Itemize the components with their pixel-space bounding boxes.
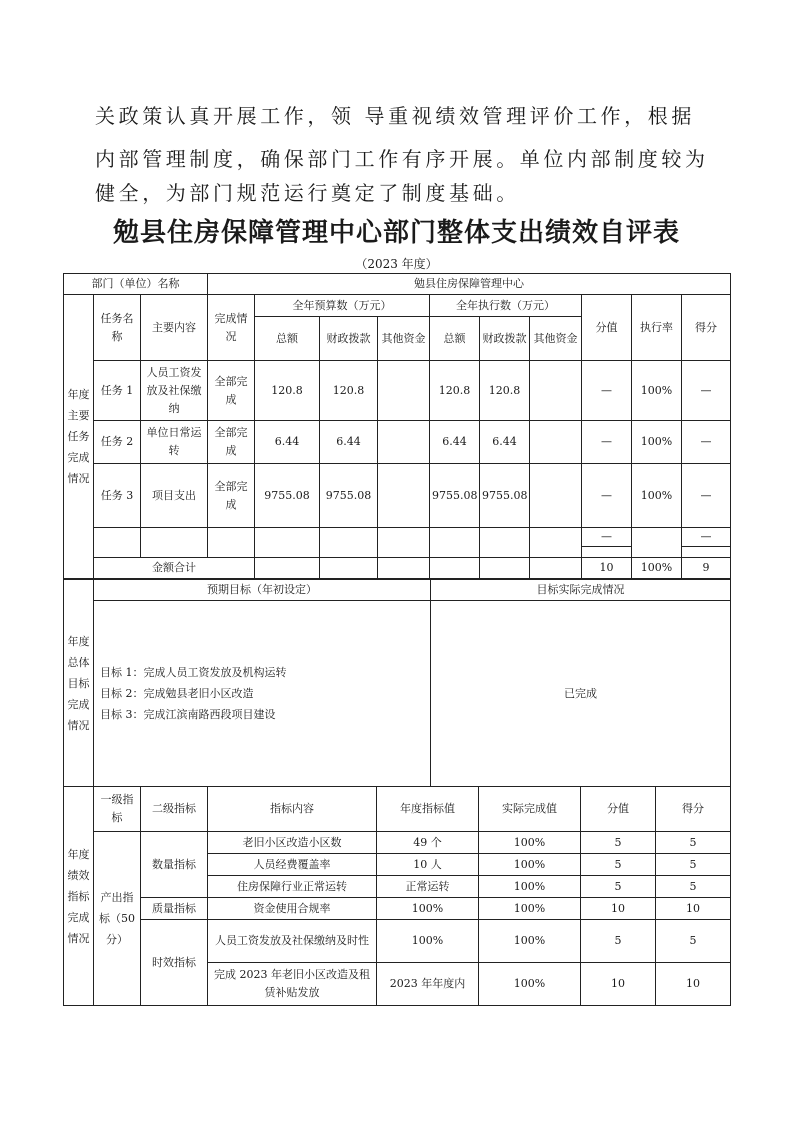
indicator-score: 5 <box>656 876 731 898</box>
task-status: 全部完成 <box>208 361 255 421</box>
level2-timeliness: 时效指标 <box>141 920 208 1006</box>
header-status: 完成情况 <box>208 295 255 361</box>
indicator-score: 10 <box>656 963 731 1006</box>
header-rate: 执行率 <box>632 295 682 361</box>
indicator-score-value: 5 <box>581 832 656 854</box>
total-score-value: 10 <box>582 558 632 579</box>
task-score-value: — <box>582 361 632 421</box>
actual-completion-header: 目标实际完成情况 <box>431 580 731 601</box>
budget-total <box>255 528 320 558</box>
exec-other <box>530 421 582 464</box>
budget-other <box>378 421 430 464</box>
task-score: — <box>682 464 731 528</box>
task-score-blank <box>682 547 731 558</box>
header-score-value: 分值 <box>582 295 632 361</box>
indicator-score-value: 5 <box>581 876 656 898</box>
exec-fiscal <box>480 528 530 558</box>
header-budget: 全年预算数（万元） <box>255 295 430 317</box>
indicator-score-value: 5 <box>581 854 656 876</box>
total-blank <box>320 558 378 579</box>
target-item: 目标 2：完成勉县老旧小区改造 <box>100 687 254 700</box>
indicator-score: 5 <box>656 920 731 963</box>
budget-other <box>378 464 430 528</box>
exec-total <box>430 528 480 558</box>
task-rate: 100% <box>632 421 682 464</box>
header-budget-other: 其他资金 <box>378 317 430 361</box>
intro-line-2: 内部管理制度，确保部门工作有序开展。单位内部制度较为 <box>95 147 709 171</box>
header-exec-total: 总额 <box>430 317 480 361</box>
budget-fiscal: 6.44 <box>320 421 378 464</box>
indicator-actual: 100% <box>479 876 581 898</box>
task-status <box>208 528 255 558</box>
exec-other <box>530 464 582 528</box>
indicator-target: 2023 年年度内 <box>377 963 479 1006</box>
indicator-target: 100% <box>377 920 479 963</box>
indicator-content: 住房保障行业正常运转 <box>208 876 377 898</box>
exec-total: 6.44 <box>430 421 480 464</box>
section-indicators-label: 年度绩效指标完成情况 <box>64 787 94 1006</box>
indicator-score-value: 5 <box>581 920 656 963</box>
indicators-table <box>63 786 731 1006</box>
indicator-score: 5 <box>656 832 731 854</box>
level2-quality: 质量指标 <box>141 898 208 920</box>
intro-line-3: 健全，为部门规范运行奠定了制度基础。 <box>95 181 520 205</box>
indicator-content: 资金使用合规率 <box>208 898 377 920</box>
header-score: 得分 <box>656 787 731 832</box>
indicator-score: 10 <box>656 898 731 920</box>
header-content: 主要内容 <box>141 295 208 361</box>
total-rate: 100% <box>632 558 682 579</box>
indicator-target: 100% <box>377 898 479 920</box>
exec-fiscal: 120.8 <box>480 361 530 421</box>
task-name: 任务 1 <box>94 361 141 421</box>
indicator-actual: 100% <box>479 920 581 963</box>
indicator-content: 老旧小区改造小区数 <box>208 832 377 854</box>
indicator-score-value: 10 <box>581 963 656 1006</box>
header-task-name: 任务名称 <box>94 295 141 361</box>
targets-table <box>63 579 731 787</box>
level2-quantity: 数量指标 <box>141 832 208 898</box>
indicator-score: 5 <box>656 854 731 876</box>
total-blank <box>378 558 430 579</box>
task-score-value: — <box>582 464 632 528</box>
task-score: — <box>682 361 731 421</box>
total-blank <box>255 558 320 579</box>
exec-other <box>530 361 582 421</box>
header-actual-value: 实际完成值 <box>479 787 581 832</box>
indicator-actual: 100% <box>479 963 581 1006</box>
indicator-score-value: 10 <box>581 898 656 920</box>
header-budget-total: 总额 <box>255 317 320 361</box>
form-year: （2023 年度） <box>355 257 438 271</box>
expected-targets-header: 预期目标（年初设定） <box>94 580 431 601</box>
total-blank <box>430 558 480 579</box>
form-title: 勉县住房保障管理中心部门整体支出绩效自评表 <box>112 218 680 248</box>
budget-other <box>378 361 430 421</box>
indicator-target: 49 个 <box>377 832 479 854</box>
task-content: 单位日常运转 <box>141 421 208 464</box>
dept-label: 部门（单位）名称 <box>64 274 208 295</box>
tasks-table <box>63 273 731 579</box>
header-score-value: 分值 <box>581 787 656 832</box>
budget-fiscal: 120.8 <box>320 361 378 421</box>
indicator-target: 正常运转 <box>377 876 479 898</box>
task-score: — <box>682 528 731 547</box>
header-score: 得分 <box>682 295 731 361</box>
task-name: 任务 3 <box>94 464 141 528</box>
budget-fiscal <box>320 528 378 558</box>
dept-value: 勉县住房保障管理中心 <box>208 274 731 295</box>
budget-total: 120.8 <box>255 361 320 421</box>
task-content: 项目支出 <box>141 464 208 528</box>
indicator-actual: 100% <box>479 854 581 876</box>
exec-total: 9755.08 <box>430 464 480 528</box>
total-label: 金额合计 <box>94 558 255 579</box>
target-item: 目标 1：完成人员工资发放及机构运转 <box>100 666 287 679</box>
task-score-value-blank <box>582 547 632 558</box>
expected-targets <box>94 601 431 787</box>
header-level1: 一级指标 <box>94 787 141 832</box>
task-score-value: — <box>582 528 632 547</box>
budget-total: 6.44 <box>255 421 320 464</box>
section-targets-label: 年度总体目标完成情况 <box>64 580 94 787</box>
task-content <box>141 528 208 558</box>
budget-fiscal: 9755.08 <box>320 464 378 528</box>
task-rate: 100% <box>632 464 682 528</box>
exec-fiscal: 9755.08 <box>480 464 530 528</box>
indicator-actual: 100% <box>479 898 581 920</box>
task-name <box>94 528 141 558</box>
header-level2: 二级指标 <box>141 787 208 832</box>
header-exec-fiscal: 财政拨款 <box>480 317 530 361</box>
task-content: 人员工资发放及社保缴纳 <box>141 361 208 421</box>
task-name: 任务 2 <box>94 421 141 464</box>
indicator-content: 完成 2023 年老旧小区改造及租赁补贴发放 <box>208 963 377 1006</box>
indicator-content: 人员经费覆盖率 <box>208 854 377 876</box>
level1-output: 产出指标（50分） <box>94 832 141 1006</box>
indicator-target: 10 人 <box>377 854 479 876</box>
exec-other <box>530 528 582 558</box>
indicator-content: 人员工资发放及社保缴纳及时性 <box>208 920 377 963</box>
task-score-value: — <box>582 421 632 464</box>
indicator-actual: 100% <box>479 832 581 854</box>
task-score: — <box>682 421 731 464</box>
total-score: 9 <box>682 558 731 579</box>
budget-other <box>378 528 430 558</box>
header-indicator-content: 指标内容 <box>208 787 377 832</box>
total-blank <box>530 558 582 579</box>
task-rate: 100% <box>632 361 682 421</box>
budget-total: 9755.08 <box>255 464 320 528</box>
task-status: 全部完成 <box>208 464 255 528</box>
target-item: 目标 3：完成江滨南路西段项目建设 <box>100 708 276 721</box>
actual-completion: 已完成 <box>431 601 731 787</box>
section-tasks-label: 年度主要任务完成情况 <box>64 295 94 579</box>
header-target-value: 年度指标值 <box>377 787 479 832</box>
exec-fiscal: 6.44 <box>480 421 530 464</box>
total-blank <box>480 558 530 579</box>
header-budget-fiscal: 财政拨款 <box>320 317 378 361</box>
header-exec-other: 其他资金 <box>530 317 582 361</box>
task-status: 全部完成 <box>208 421 255 464</box>
task-rate <box>632 528 682 558</box>
exec-total: 120.8 <box>430 361 480 421</box>
intro-line-1: 关政策认真开展工作，领 导重视绩效管理评价工作，根据 <box>95 104 695 128</box>
header-exec: 全年执行数（万元） <box>430 295 582 317</box>
